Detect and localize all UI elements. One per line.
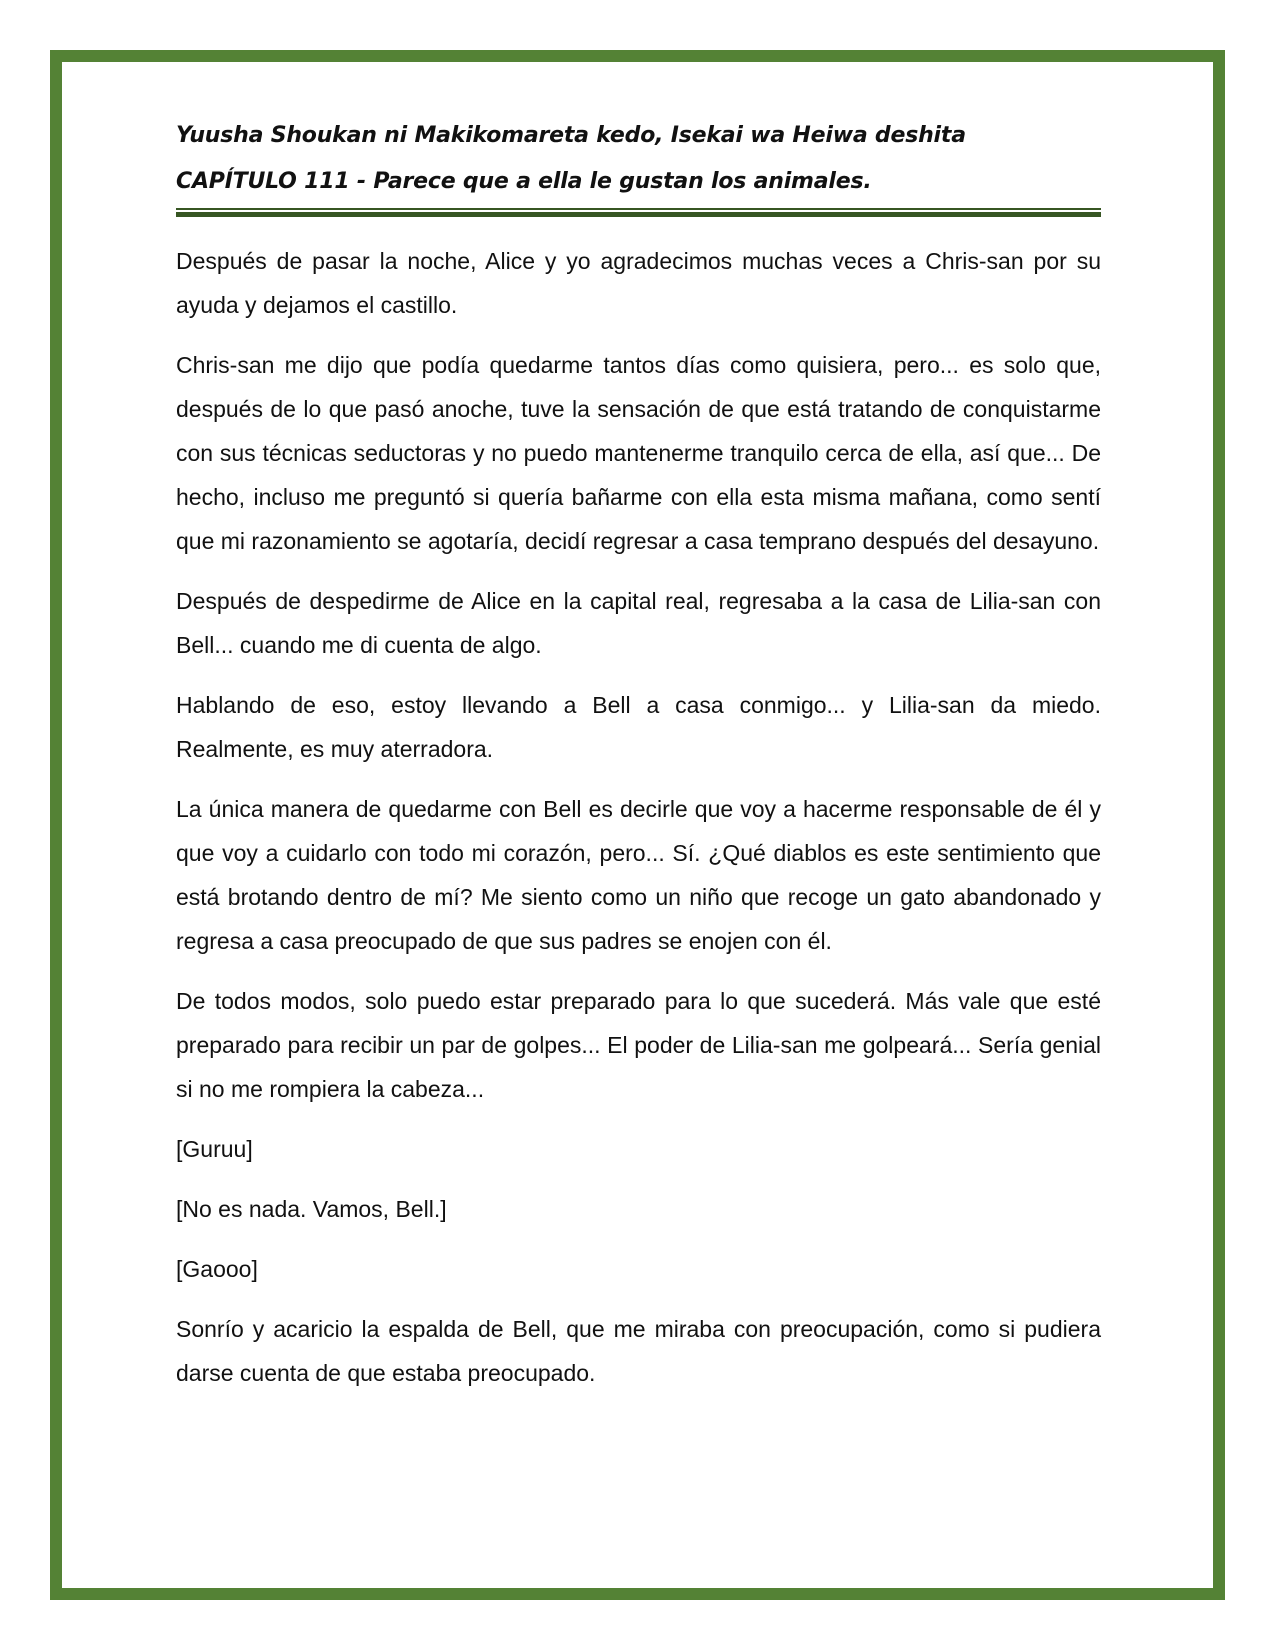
dialogue-line: [No es nada. Vamos, Bell.] <box>176 1196 447 1222</box>
chapter-title: CAPÍTULO 111 - Parece que a ella le gustan los animales. <box>176 169 872 194</box>
paragraph: Después de pasar la noche, Alice y yo agradecimos muchas veces a Chris-san por su ayuda y dejamos el castillo. <box>176 248 1101 318</box>
paragraph: De todos modos, solo puedo estar preparado para lo que sucederá. Más vale que esté preparado para recibir un par de golpes... El poder de Lilia-san me golpeará... Sería genial si no me rompiera la cabeza... <box>176 988 1101 1102</box>
title-divider-thick <box>176 212 1101 217</box>
paragraph: La única manera de quedarme con Bell es decirle que voy a hacerme responsable de él y que voy a cuidarlo con todo mi corazón, pero... Sí. ¿Qué diablos es este sentimiento que está brotando dentro de mí? Me siento como un niño que recoge un gato abandonado y regresa a casa preocupado de que sus padres se enojen con él. <box>176 796 1101 954</box>
dialogue-line: [Guruu] <box>176 1136 253 1162</box>
dialogue-line: [Gaooo] <box>176 1256 258 1282</box>
title-divider-thin <box>176 208 1101 210</box>
paragraph: Después de despedirme de Alice en la capital real, regresaba a la casa de Lilia-san con Bell... cuando me di cuenta de algo. <box>176 588 1101 658</box>
title-divider <box>176 208 1101 217</box>
paragraph: Sonrío y acaricio la espalda de Bell, que me miraba con preocupación, como si pudiera darse cuenta de que estaba preocupado. <box>176 1316 1101 1386</box>
document-content <box>176 114 1101 1411</box>
series-title: Yuusha Shoukan ni Makikomareta kedo, Isekai wa Heiwa deshita <box>176 123 966 148</box>
paragraph: Chris-san me dijo que podía quedarme tantos días como quisiera, pero... es solo que, después de lo que pasó anoche, tuve la sensación de que está tratando de conquistarme con sus técnicas seductoras y no puedo mantenerme tranquilo cerca de ella, así que... De hecho, incluso me preguntó si quería bañarme con ella esta misma mañana, como sentí que mi razonamiento se agotaría, decidí regresar a casa temprano después del desayuno. <box>176 352 1101 554</box>
chapter-body <box>176 239 1101 1395</box>
paragraph: Hablando de eso, estoy llevando a Bell a casa conmigo... y Lilia-san da miedo. Realmente, es muy aterradora. <box>176 692 1101 762</box>
